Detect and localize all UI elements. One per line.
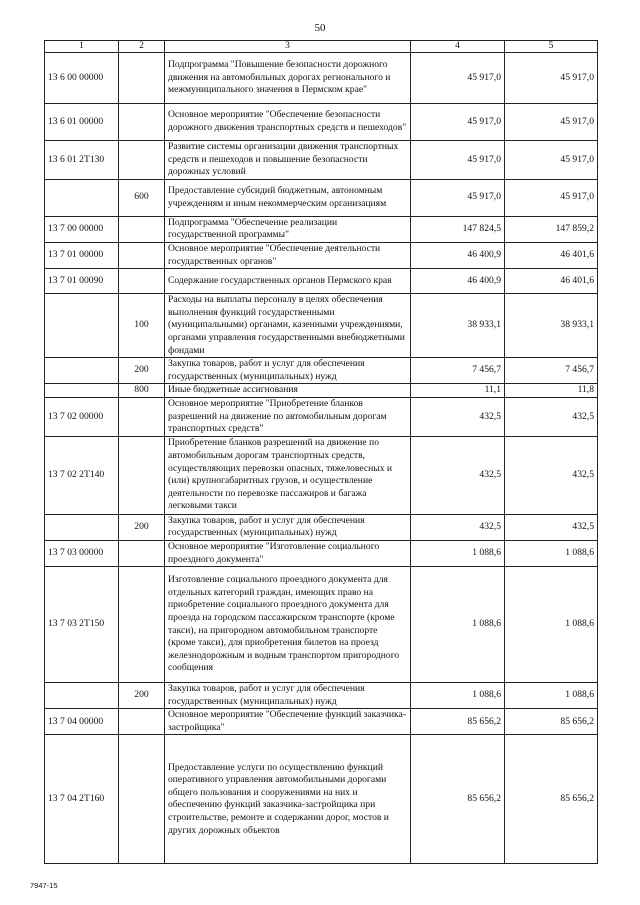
row-value-year1-cell: 1 088,6	[411, 567, 505, 683]
table-row	[45, 141, 598, 180]
row-value-year1-cell: 11,1	[411, 384, 505, 398]
row-name-cell: Изготовление социального проездного документа для отдельных категорий граждан, имеющих право на приобретение социального проездного документа для проезда на городском пассажирском транспорте (кроме такси), на пригородном автомобильном транспорте (кроме такси), для приобретения билетов на проезд железнодорожным и водным транспортом пригородного сообщения	[165, 567, 411, 683]
row-value-year2-cell: 45 917,0	[505, 104, 598, 141]
column-header-4: 4	[411, 41, 505, 53]
row-value-year1-cell: 45 917,0	[411, 179, 505, 216]
row-value-year2-cell: 45 917,0	[505, 53, 598, 104]
footer-document-code: 7947-15	[30, 881, 58, 890]
table-row	[45, 294, 598, 358]
table-row	[45, 567, 598, 683]
column-number-row	[45, 41, 598, 53]
row-expense-type-cell	[119, 709, 165, 735]
table-row	[45, 384, 598, 398]
row-code-cell: 13 7 02 00000	[45, 397, 119, 436]
row-value-year2-cell: 85 656,2	[505, 709, 598, 735]
row-code-cell: 13 7 01 00090	[45, 269, 119, 294]
table-row	[45, 53, 598, 104]
row-value-year2-cell: 147 859,2	[505, 216, 598, 242]
table-row	[45, 358, 598, 384]
row-expense-type-cell	[119, 436, 165, 514]
row-value-year2-cell: 7 456,7	[505, 358, 598, 384]
row-code-cell: 13 7 04 2Т160	[45, 735, 119, 864]
row-value-year1-cell: 1 088,6	[411, 540, 505, 566]
table-row	[45, 540, 598, 566]
row-value-year2-cell: 1 088,6	[505, 683, 598, 709]
row-code-cell: 13 6 00 00000	[45, 53, 119, 104]
row-code-cell: 13 7 03 00000	[45, 540, 119, 566]
row-value-year2-cell: 1 088,6	[505, 540, 598, 566]
row-code-cell	[45, 358, 119, 384]
column-header-3: 3	[165, 41, 411, 53]
table-row	[45, 735, 598, 864]
budget-table	[44, 40, 598, 864]
row-code-cell: 13 7 03 2Т150	[45, 567, 119, 683]
row-value-year2-cell: 45 917,0	[505, 141, 598, 180]
row-value-year2-cell: 45 917,0	[505, 179, 598, 216]
row-name-cell: Расходы на выплаты персоналу в целях обеспечения выполнения функций государственными (муниципальными) органами, казенными учреждениями, органами управления государственными внебюджетными фондами	[165, 294, 411, 358]
row-value-year2-cell: 432,5	[505, 436, 598, 514]
row-expense-type-cell: 800	[119, 384, 165, 398]
row-value-year1-cell: 147 824,5	[411, 216, 505, 242]
row-value-year2-cell: 11,8	[505, 384, 598, 398]
row-value-year1-cell: 432,5	[411, 436, 505, 514]
row-name-cell: Предоставление субсидий бюджетным, автономным учреждениям и иным некоммерческим организациям	[165, 179, 411, 216]
table-row	[45, 397, 598, 436]
table-row	[45, 514, 598, 540]
table-row	[45, 216, 598, 242]
row-code-cell	[45, 514, 119, 540]
row-expense-type-cell: 200	[119, 514, 165, 540]
row-name-cell: Закупка товаров, работ и услуг для обеспечения государственных (муниципальных) нужд	[165, 683, 411, 709]
row-code-cell: 13 7 01 00000	[45, 242, 119, 268]
row-value-year1-cell: 45 917,0	[411, 141, 505, 180]
row-value-year2-cell: 1 088,6	[505, 567, 598, 683]
row-expense-type-cell	[119, 104, 165, 141]
table-row	[45, 179, 598, 216]
row-code-cell	[45, 179, 119, 216]
row-expense-type-cell: 100	[119, 294, 165, 358]
column-header-1: 1	[45, 41, 119, 53]
row-value-year2-cell: 46 401,6	[505, 269, 598, 294]
row-code-cell: 13 7 04 00000	[45, 709, 119, 735]
table-row	[45, 269, 598, 294]
row-expense-type-cell	[119, 540, 165, 566]
row-value-year2-cell: 432,5	[505, 514, 598, 540]
row-name-cell: Основное мероприятие "Изготовление социального проездного документа"	[165, 540, 411, 566]
page-number: 50	[314, 22, 326, 34]
row-value-year1-cell: 85 656,2	[411, 735, 505, 864]
row-expense-type-cell	[119, 567, 165, 683]
row-code-cell	[45, 294, 119, 358]
row-value-year1-cell: 432,5	[411, 397, 505, 436]
row-value-year2-cell: 85 656,2	[505, 735, 598, 864]
row-value-year1-cell: 85 656,2	[411, 709, 505, 735]
row-code-cell	[45, 384, 119, 398]
row-expense-type-cell	[119, 141, 165, 180]
row-value-year1-cell: 38 933,1	[411, 294, 505, 358]
row-name-cell: Иные бюджетные ассигнования	[165, 384, 411, 398]
row-name-cell: Развитие системы организации движения транспортных средств и пешеходов и повышение безопасности дорожных условий	[165, 141, 411, 180]
row-name-cell: Подпрограмма "Обеспечение реализации государственной программы"	[165, 216, 411, 242]
table-row	[45, 104, 598, 141]
row-name-cell: Закупка товаров, работ и услуг для обеспечения государственных (муниципальных) нужд	[165, 514, 411, 540]
row-name-cell: Основное мероприятие "Обеспечение деятельности государственных органов"	[165, 242, 411, 268]
row-code-cell: 13 6 01 2Т130	[45, 141, 119, 180]
row-name-cell: Подпрограмма "Повышение безопасности дорожного движения на автомобильных дорогах регионального и межмуниципального значения в Пермском крае"	[165, 53, 411, 104]
row-name-cell: Предоставление услуги по осуществлению функций оперативного управления автомобильными дорогами общего пользования и сооружениями на них и обеспечению функций заказчика-застройщика при строительстве, ремонте и содержании дорог, мостов и других дорожных объектов	[165, 735, 411, 864]
row-code-cell: 13 7 02 2Т140	[45, 436, 119, 514]
row-name-cell: Основное мероприятие "Обеспечение функций заказчика-застройщика"	[165, 709, 411, 735]
row-value-year1-cell: 45 917,0	[411, 104, 505, 141]
column-header-2: 2	[119, 41, 165, 53]
row-value-year2-cell: 46 401,6	[505, 242, 598, 268]
row-value-year1-cell: 46 400,9	[411, 242, 505, 268]
column-header-5: 5	[505, 41, 598, 53]
row-expense-type-cell	[119, 397, 165, 436]
row-value-year1-cell: 7 456,7	[411, 358, 505, 384]
row-value-year2-cell: 432,5	[505, 397, 598, 436]
row-name-cell: Приобретение бланков разрешений на движение по автомобильным дорогам транспортных средств, осуществляющих перевозки опасных, тяжеловесных и (или) крупногабаритных грузов, и осуществление деятельности по перевозке пассажиров и багажа легковыми такси	[165, 436, 411, 514]
row-name-cell: Основное мероприятие "Обеспечение безопасности дорожного движения транспортных средств и пешеходов"	[165, 104, 411, 141]
row-name-cell: Закупка товаров, работ и услуг для обеспечения государственных (муниципальных) нужд	[165, 358, 411, 384]
table-row	[45, 436, 598, 514]
row-expense-type-cell: 200	[119, 358, 165, 384]
row-expense-type-cell	[119, 269, 165, 294]
row-expense-type-cell	[119, 53, 165, 104]
row-name-cell: Содержание государственных органов Пермского края	[165, 269, 411, 294]
row-name-cell: Основное мероприятие "Приобретение бланков разрешений на движение по автомобильным дорогам транспортных средств"	[165, 397, 411, 436]
row-expense-type-cell	[119, 216, 165, 242]
row-code-cell: 13 6 01 00000	[45, 104, 119, 141]
table-row	[45, 683, 598, 709]
row-expense-type-cell	[119, 735, 165, 864]
table-row	[45, 709, 598, 735]
table-body	[45, 53, 598, 864]
row-value-year1-cell: 432,5	[411, 514, 505, 540]
row-value-year2-cell: 38 933,1	[505, 294, 598, 358]
row-value-year1-cell: 46 400,9	[411, 269, 505, 294]
row-expense-type-cell: 600	[119, 179, 165, 216]
row-expense-type-cell	[119, 242, 165, 268]
row-code-cell: 13 7 00 00000	[45, 216, 119, 242]
table-row	[45, 242, 598, 268]
row-expense-type-cell: 200	[119, 683, 165, 709]
row-value-year1-cell: 45 917,0	[411, 53, 505, 104]
row-value-year1-cell: 1 088,6	[411, 683, 505, 709]
row-code-cell	[45, 683, 119, 709]
